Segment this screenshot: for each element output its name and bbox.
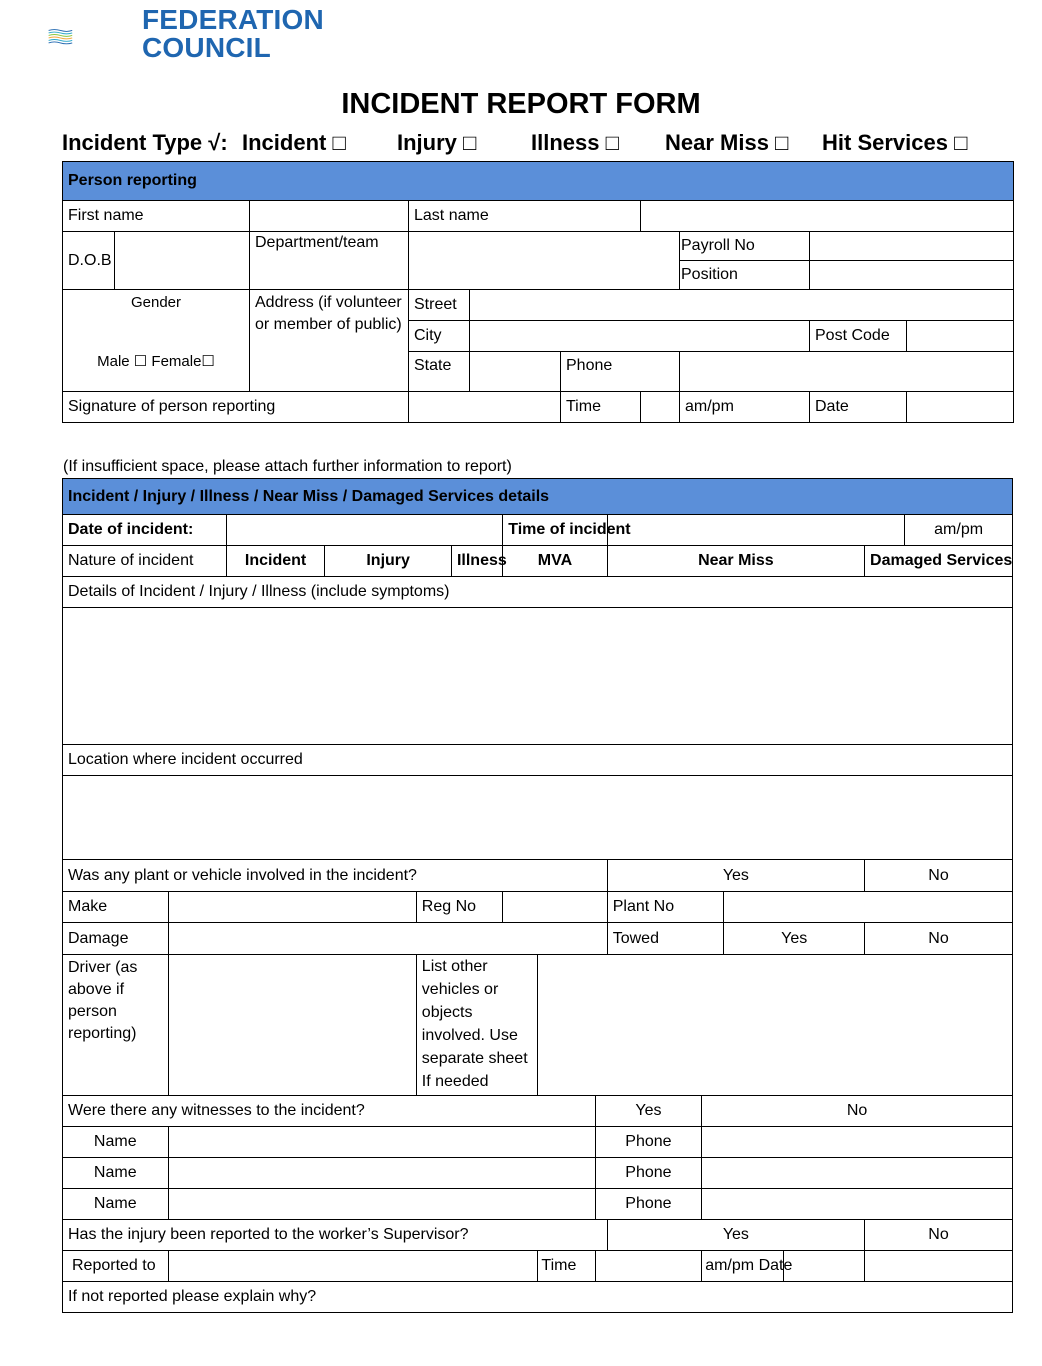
logo-waves-icon: [48, 8, 138, 66]
dob-field[interactable]: [115, 232, 250, 290]
plant-no-label: Plant No: [607, 892, 724, 923]
date-of-incident-label: Date of incident:: [63, 515, 227, 546]
witness-name-label: Name: [63, 1158, 169, 1189]
plant-yes[interactable]: Yes: [607, 860, 864, 892]
witness-name-field[interactable]: [168, 1189, 595, 1220]
post-code-field[interactable]: [907, 321, 1014, 352]
details-label: Details of Incident / Injury / Illness (include symptoms): [63, 577, 1013, 608]
phone-label: Phone: [561, 352, 680, 392]
witness-no[interactable]: No: [702, 1096, 1013, 1127]
first-name-field[interactable]: [250, 201, 409, 232]
person-reporting-table: [62, 161, 1014, 423]
person-reporting-header: Person reporting: [63, 162, 1014, 201]
towed-no[interactable]: No: [865, 923, 1013, 955]
witness-phone-field[interactable]: [702, 1189, 1013, 1220]
nature-option-mva[interactable]: MVA: [503, 546, 608, 577]
phone-field[interactable]: [680, 352, 1014, 392]
time-of-incident-field[interactable]: [607, 515, 905, 546]
incident-ampm-label: am/pm: [905, 515, 1013, 546]
department-field[interactable]: [409, 232, 680, 290]
state-label: State: [409, 352, 470, 392]
witness-yes[interactable]: Yes: [595, 1096, 702, 1127]
details-field[interactable]: [63, 608, 1013, 745]
reported-to-label: Reported to: [63, 1251, 169, 1282]
time-label: Time: [561, 392, 641, 423]
signature-field[interactable]: [409, 392, 561, 423]
last-name-label: Last name: [409, 201, 641, 232]
form-title: INCIDENT REPORT FORM: [341, 88, 701, 120]
supervisor-yes[interactable]: Yes: [607, 1220, 864, 1251]
location-label: Location where incident occurred: [63, 745, 1013, 776]
list-other-field[interactable]: [538, 955, 1013, 1096]
payroll-field[interactable]: [810, 232, 1014, 261]
nature-option-injury[interactable]: Injury: [325, 546, 452, 577]
time-field[interactable]: [641, 392, 680, 423]
driver-label: Driver (as above if person reporting): [63, 955, 169, 1096]
witness-phone-field[interactable]: [702, 1158, 1013, 1189]
explain-label: If not reported please explain why?: [63, 1282, 1013, 1313]
type-option-incident[interactable]: Incident □: [242, 130, 346, 155]
driver-field[interactable]: [168, 955, 416, 1096]
towed-yes[interactable]: Yes: [724, 923, 865, 955]
city-field[interactable]: [470, 321, 810, 352]
witness-name-label: Name: [63, 1189, 169, 1220]
payroll-label: Payroll No: [680, 232, 810, 261]
make-label: Make: [63, 892, 169, 923]
type-option-injury[interactable]: Injury □: [397, 130, 477, 155]
witness-question: Were there any witnesses to the incident?: [63, 1096, 596, 1127]
position-field[interactable]: [810, 261, 1014, 290]
reported-time-label: Time: [538, 1251, 595, 1282]
first-name-label: First name: [63, 201, 250, 232]
reported-date-label: Date: [758, 1257, 793, 1274]
witness-phone-field[interactable]: [702, 1127, 1013, 1158]
list-other-label: List other vehicles or objects involved. Use separate sheet If needed: [416, 955, 538, 1096]
logo-text: [142, 6, 324, 62]
type-option-illness[interactable]: Illness □: [531, 130, 619, 155]
logo-line1: FEDERATION: [142, 4, 324, 35]
post-code-label: Post Code: [810, 321, 907, 352]
plant-no[interactable]: No: [865, 860, 1013, 892]
make-field[interactable]: [168, 892, 416, 923]
reported-time-field[interactable]: [595, 1251, 702, 1282]
witness-phone-label: Phone: [595, 1127, 702, 1158]
nature-option-damaged-services[interactable]: Damaged Services: [865, 546, 1013, 577]
street-field[interactable]: [470, 290, 1014, 321]
signature-label: Signature of person reporting: [63, 392, 409, 423]
date-label: Date: [810, 392, 907, 423]
reported-to-field[interactable]: [168, 1251, 538, 1282]
nature-label: Nature of incident: [63, 546, 227, 577]
date-of-incident-field[interactable]: [226, 515, 502, 546]
time-of-incident-label: Time of incident: [503, 515, 608, 546]
damage-label: Damage: [63, 923, 169, 955]
last-name-field[interactable]: [641, 201, 1014, 232]
witness-phone-label: Phone: [595, 1189, 702, 1220]
plant-question: Was any plant or vehicle involved in the incident?: [63, 860, 608, 892]
plant-no-field[interactable]: [724, 892, 1013, 923]
gender-options[interactable]: Male ☐ Female☐: [97, 353, 215, 370]
witness-name-field[interactable]: [168, 1158, 595, 1189]
street-label: Street: [409, 290, 470, 321]
city-label: City: [409, 321, 470, 352]
reported-ampm-date: [702, 1251, 793, 1282]
logo-line2: COUNCIL: [142, 32, 271, 63]
gender-cell: [63, 290, 250, 392]
position-label: Position: [680, 261, 810, 290]
date-field[interactable]: [907, 392, 1014, 423]
reported-date-spacer[interactable]: [783, 1251, 864, 1282]
reg-no-field[interactable]: [503, 892, 608, 923]
supervisor-no[interactable]: No: [865, 1220, 1013, 1251]
gender-label: Gender: [130, 294, 182, 311]
nature-option-illness[interactable]: Illness: [451, 546, 502, 577]
witness-name-field[interactable]: [168, 1127, 595, 1158]
witness-name-label: Name: [63, 1127, 169, 1158]
reported-date-field[interactable]: [865, 1251, 1013, 1282]
address-label: Address (if volunteer or member of public): [250, 290, 409, 392]
dob-label: D.O.B: [63, 232, 115, 290]
details-header: Incident / Injury / Illness / Near Miss / Damaged Services details: [63, 479, 1013, 515]
insufficient-space-note: (If insufficient space, please attach further information to report): [63, 458, 512, 475]
type-option-near-miss[interactable]: Near Miss □: [665, 130, 789, 155]
nature-option-incident[interactable]: Incident: [226, 546, 325, 577]
supervisor-question: Has the injury been reported to the worker’s Supervisor?: [63, 1220, 608, 1251]
state-field[interactable]: [470, 352, 561, 392]
reg-no-label: Reg No: [416, 892, 502, 923]
ampm-label: am/pm: [680, 392, 810, 423]
department-label: Department/team: [250, 232, 409, 290]
nature-option-near-miss[interactable]: Near Miss: [607, 546, 864, 577]
incident-type-label: Incident Type √:: [62, 130, 228, 155]
type-option-hit-services[interactable]: Hit Services □: [822, 130, 968, 155]
reported-ampm-label: am/pm: [705, 1257, 755, 1274]
towed-label: Towed: [607, 923, 724, 955]
incident-details-table: [62, 478, 1013, 1313]
location-field[interactable]: [63, 776, 1013, 860]
witness-phone-label: Phone: [595, 1158, 702, 1189]
damage-field[interactable]: [168, 923, 607, 955]
